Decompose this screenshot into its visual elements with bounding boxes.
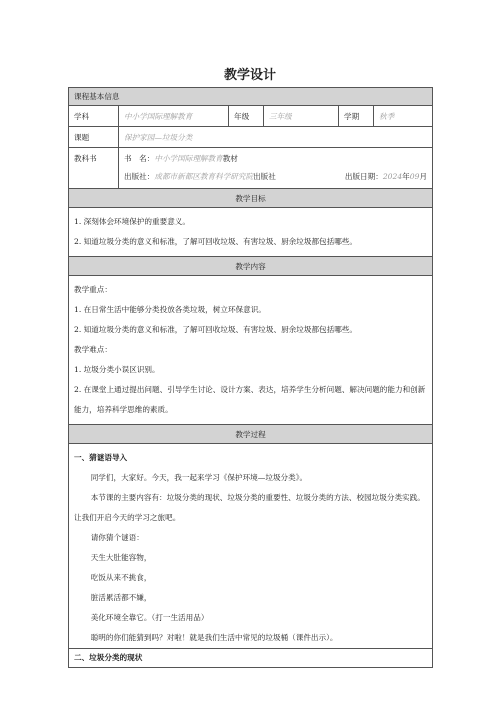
grade-value: 三年级 xyxy=(264,106,339,127)
goals-body xyxy=(69,208,433,257)
topic-row xyxy=(69,127,433,148)
textbook-info xyxy=(119,148,433,189)
goals-header-row xyxy=(69,189,433,208)
subject-value: 中小学国际理解教育 xyxy=(119,106,229,127)
riddle-line: 吃饭从来不挑食， xyxy=(90,573,152,582)
process-paragraph: 同学们，大家好。今天，我一起来学习《保护环境—垃圾分类》。 xyxy=(90,473,308,482)
textbook-row xyxy=(69,148,433,189)
content-header-row xyxy=(69,257,433,276)
subject-label: 学科 xyxy=(69,106,119,127)
topic-label: 课题 xyxy=(69,127,119,148)
document-title: 教学设计 xyxy=(223,68,276,83)
process-body xyxy=(69,444,433,668)
publisher-suffix: 出版社 xyxy=(253,172,276,181)
textbook-label: 教科书 xyxy=(69,148,119,189)
grade-label: 年级 xyxy=(229,106,264,127)
process-header-row xyxy=(69,425,433,444)
difficult-point-item: 1. 垃圾分类小误区识别。 xyxy=(74,365,160,374)
basic-info-header-row xyxy=(69,88,433,106)
lesson-plan-table xyxy=(68,87,433,668)
book-name-label: 书 名： xyxy=(124,154,155,163)
pub-month: 09 xyxy=(409,172,420,181)
section-title: 一、猜谜语导入 xyxy=(74,453,128,462)
goals-header: 教学目标 xyxy=(69,189,433,208)
pub-year-unit: 年 xyxy=(402,172,410,181)
content-body xyxy=(69,276,433,425)
key-point-item: 1. 在日常生活中能够分类投放各类垃圾，树立环保意识。 xyxy=(74,305,266,314)
book-name-suffix: 教材 xyxy=(222,154,238,163)
book-name-value: 中小学国际理解教育 xyxy=(154,154,223,163)
process-paragraph: 本节课的主要内容有：垃圾分类的现状、垃圾分类的重要性、垃圾分类的方法、校园垃圾分类实践。让我们开启今天的学习之旅吧。 xyxy=(74,493,425,522)
pub-month-unit: 月 xyxy=(419,172,428,181)
riddle-line: 天生大肚能容物， xyxy=(90,553,152,562)
publisher-value: 成都市新都区教育科学研究院 xyxy=(154,172,254,181)
term-label: 学期 xyxy=(339,106,374,127)
goal-item: 2. 知道垃圾分类的意义和标准，了解可回收垃圾、有害垃圾、厨余垃圾都包括哪些。 xyxy=(74,237,358,246)
publisher-line xyxy=(124,168,427,186)
pub-date-label: 出版日期： xyxy=(344,172,383,181)
goals-row xyxy=(69,208,433,257)
key-points-label: 教学重点： xyxy=(74,285,112,294)
topic-value: 保护家园—垃圾分类 xyxy=(119,127,433,148)
goal-item: 1. 深刻体会环境保护的重要意义。 xyxy=(74,217,190,226)
riddle-line: 美化环境全靠它。（打一生活用品） xyxy=(90,613,209,622)
process-header: 教学过程 xyxy=(69,425,433,444)
pub-year: 2024 xyxy=(382,172,403,181)
process-paragraph: 请你猜个谜语： xyxy=(90,533,144,542)
difficult-points-label: 教学难点： xyxy=(74,345,112,354)
book-name-line xyxy=(124,150,427,168)
content-row xyxy=(69,276,433,425)
term-value: 秋季 xyxy=(374,106,433,127)
publisher-label: 出版社： xyxy=(124,172,155,181)
process-paragraph: 聪明的你们能猜到吗？对啦！就是我们生活中常见的垃圾桶（课件出示）。 xyxy=(90,633,338,642)
key-point-item: 2. 知道垃圾分类的意义和标准，了解可回收垃圾、有害垃圾、厨余垃圾都包括哪些。 xyxy=(74,325,358,334)
process-row xyxy=(69,444,433,668)
difficult-point-item: 2. 在课堂上通过提出问题、引导学生讨论、设计方案、表达，培养学生分析问题、解决问题的能力和创新能力，培养科学思维的素质。 xyxy=(74,385,426,414)
subject-row xyxy=(69,106,433,127)
basic-info-header: 课程基本信息 xyxy=(69,88,433,106)
section-title: 二、垃圾分类的现状 xyxy=(69,648,432,667)
riddle-line: 脏活累活都不嫌， xyxy=(90,593,152,602)
content-header: 教学内容 xyxy=(69,257,433,276)
